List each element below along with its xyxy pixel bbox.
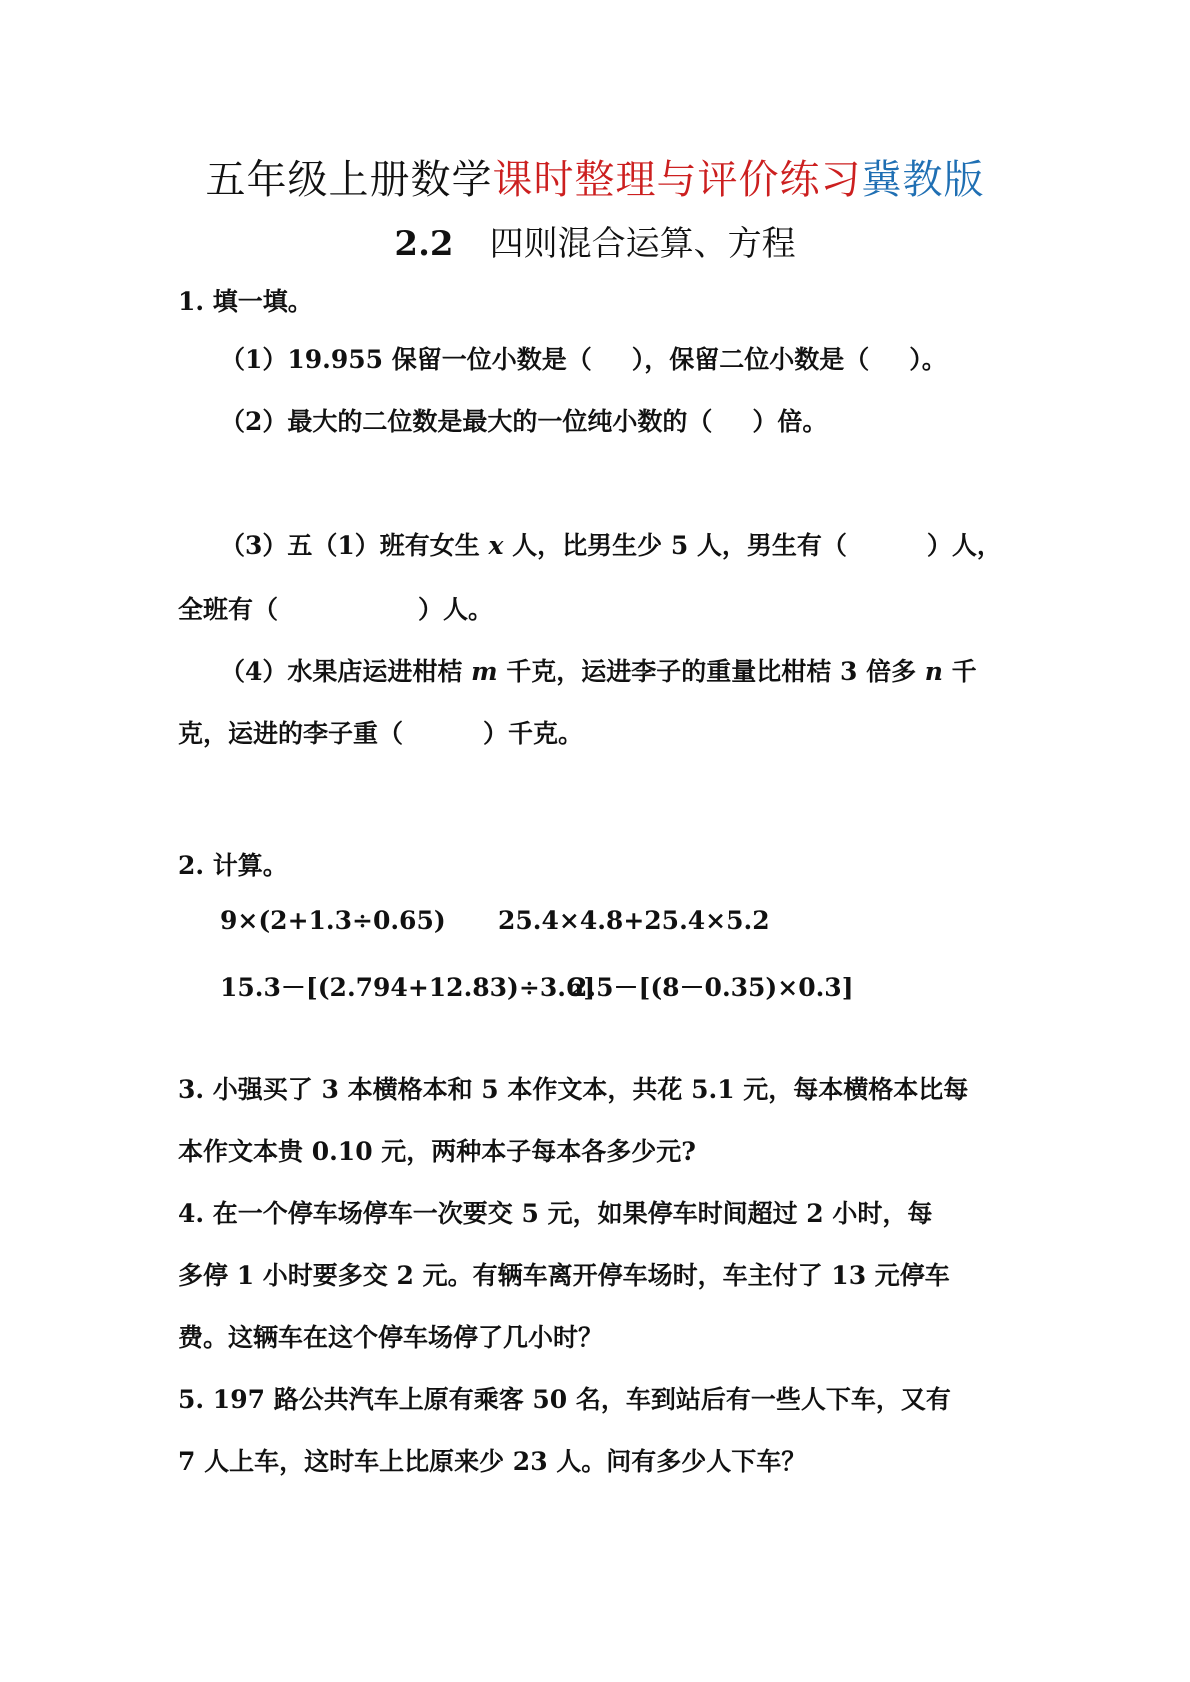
variable-n: n [924,657,943,686]
q2-expression-2: 25.4×4.8+25.4×5.2 [498,906,770,935]
q1-item-4-line2 [178,714,583,750]
q2-expression-3: 15.3－[(2.794+12.83)÷3.6] [220,973,596,1002]
q3-line1: 3. 小强买了 3 本横格本和 5 本作文本，共花 5.1 元，每本横格本比每 [178,1075,969,1104]
q1-item-1-text-b: ），保留二位小数是（ [631,345,870,374]
q1-item-2 [220,402,827,438]
q1-item-4-text-d: 克，运进的李子重（ [178,719,404,748]
title-part-series: 课时整理与评价练习 [492,157,862,203]
q3-line2: 本作文本贵 0.10 元，两种本子每本各多少元? [178,1137,696,1166]
q1-item-1-text-a: （1）19.955 保留一位小数是（ [220,345,592,374]
q1-heading: 1. 填一填。 [178,287,313,316]
q1-item-4-text-e: ）千克。 [483,719,584,748]
section-title [0,216,1190,265]
q1-item-4-text-b: 千克，运进李子的重量比柑桔 3 倍多 [497,657,925,686]
q1-item-3-text-e: ）人。 [418,595,494,624]
q2-expression-4: 2.5－[(8－0.35)×0.3] [570,973,854,1002]
q2-heading: 2. 计算。 [178,851,288,880]
q5-line2: 7 人上车，这时车上比原来少 23 人。问有多少人下车？ [178,1447,807,1476]
q1-item-3-text-c: ）人， [926,531,1002,560]
q4-line1: 4. 在一个停车场停车一次要交 5 元，如果停车时间超过 2 小时，每 [178,1199,933,1228]
section-name: 四则混合运算、方程 [489,224,796,264]
page-title [0,148,1190,205]
q1-item-1 [220,340,947,376]
q5-line1: 5. 197 路公共汽车上原有乘客 50 名，车到站后有一些人下车，又有 [178,1385,951,1414]
title-part-grade: 五年级上册数学 [205,157,493,203]
variable-m: m [471,657,498,686]
title-part-edition: 冀教版 [861,157,985,203]
q1-item-3-line1 [220,526,1002,562]
q1-item-4-text-c: 千 [942,657,977,686]
q1-item-4-line1 [220,652,977,688]
q1-item-4-text-a: （4）水果店运进柑桔 [220,657,472,686]
q1-item-3-line2 [178,590,493,626]
q1-item-2-text-a: （2）最大的二位数是最大的一位纯小数的（ [220,407,713,436]
q1-item-3-text-b: 人，比男生少 5 人，男生有（ [503,531,847,560]
q1-item-3-text-d: 全班有（ [178,595,279,624]
q2-expression-1: 9×(2+1.3÷0.65) [220,906,446,935]
q4-line2: 多停 1 小时要多交 2 元。有辆车离开停车场时，车主付了 13 元停车 [178,1261,950,1290]
q1-item-2-text-b: ）倍。 [752,407,828,436]
q1-item-3-text-a: （3）五（1）班有女生 [220,531,489,560]
variable-x: x [488,531,504,560]
q4-line3: 费。这辆车在这个停车场停了几小时？ [178,1323,604,1352]
section-number: 2.2 [394,224,454,264]
q1-item-1-text-c: ）。 [909,345,947,374]
